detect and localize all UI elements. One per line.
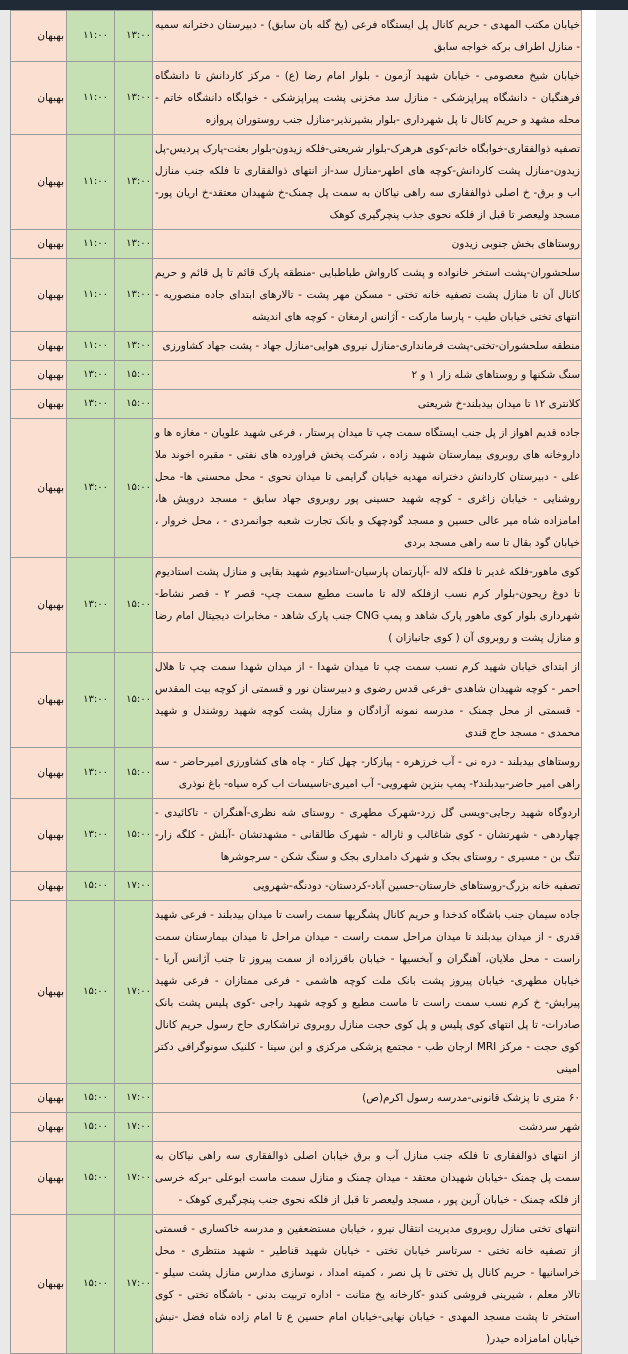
start-time-cell: ۱۱:۰۰ [67, 230, 115, 259]
start-time-cell: ۱۱:۰۰ [67, 62, 115, 135]
areas-cell: تصفیه ذوالفقاری-خوابگاه خاتم-کوی هرهرک-بلوار شریعتی-فلکه زیدون-بلوار بعثت-پارک پردیس-پل زیدون-منازل پشت کاردانش-کوچه های اطهر-منازل سد-از انتهای ذوالفقاری تا فلکه جنب منازل اب و برق- خ اصلی ذوالفقاری سه راهی نیاکان به سمت پل چمنک-خ شهیدان معتقد-خ اریان پور-مسجد ولیعصر تا قبل از فلکه نحوی جذب پنچرگیری کوهک [153, 135, 582, 230]
table-row [11, 11, 582, 62]
end-time-cell: ۱۵:۰۰ [115, 748, 153, 799]
areas-cell: خیابان شیخ معصومی - خیابان شهید آزمون - بلوار امام رضا (ع) - مرکز کاردانش تا دانشگاه فرهنگیان - دانشگاه پیراپزشکی - منازل سد مخزنی پشت پیراپزشکی - خوابگاه دانشگاه خاتم - محله مشهد و حریم کانال تا پل شهرداری -بلوار بشیرنذیر-منازل جنب روستوران پروازه [153, 62, 582, 135]
areas-cell: کلانتری ۱۲ تا میدان بیدبلند-خ شریعتی [153, 390, 582, 419]
areas-cell: کوی ماهور-فلکه غدیر تا فلکه لاله -آپارتمان پارسیان-استادیوم شهید بقایی و منازل پشت استادیوم تا دوغ ریحون-بلوار کرم نسب ازفلکه لاله تا ماست مطیع سمت چپ- قصر ۲ - قصر نشاط- شهرداری بلوار کوی ماهور پارک شاهد و پمپ CNG جنب پارک شاهد - مخابرات دیجیتال امام رضا و منازل پشت و روبروی آن ( کوی جانبازان ) [153, 558, 582, 653]
end-time-cell: ۱۵:۰۰ [115, 361, 153, 390]
end-time-cell: ۱۷:۰۰ [115, 1215, 153, 1354]
start-time-cell: ۱۳:۰۰ [67, 361, 115, 390]
start-time-cell: ۱۳:۰۰ [67, 419, 115, 558]
city-cell: بهبهان [11, 259, 67, 332]
start-time-cell: ۱۱:۰۰ [67, 332, 115, 361]
right-gutter [582, 10, 628, 1280]
end-time-cell: ۱۵:۰۰ [115, 653, 153, 748]
city-cell: بهبهان [11, 230, 67, 259]
table-row [11, 799, 582, 872]
city-cell: بهبهان [11, 62, 67, 135]
end-time-cell: ۱۵:۰۰ [115, 419, 153, 558]
city-cell: بهبهان [11, 332, 67, 361]
start-time-cell: ۱۵:۰۰ [67, 1142, 115, 1215]
city-cell: بهبهان [11, 1215, 67, 1354]
table-row [11, 653, 582, 748]
start-time-cell: ۱۳:۰۰ [67, 390, 115, 419]
end-time-cell: ۱۳:۰۰ [115, 11, 153, 62]
table-row [11, 390, 582, 419]
areas-cell: تصفیه خانه بزرگ-روستاهای خارستان-حسین آباد-کردستان- دودنگه-شهرویی [153, 872, 582, 901]
table-row [11, 558, 582, 653]
end-time-cell: ۱۳:۰۰ [115, 259, 153, 332]
outage-schedule-sheet [10, 10, 582, 1354]
table-row [11, 1215, 582, 1354]
city-cell: بهبهان [11, 1084, 67, 1113]
table-row [11, 62, 582, 135]
end-time-cell: ۱۷:۰۰ [115, 872, 153, 901]
table-row [11, 419, 582, 558]
scrollbar-track[interactable] [596, 10, 628, 1280]
end-time-cell: ۱۵:۰۰ [115, 390, 153, 419]
start-time-cell: ۱۵:۰۰ [67, 872, 115, 901]
city-cell: بهبهان [11, 653, 67, 748]
table-row [11, 230, 582, 259]
start-time-cell: ۱۳:۰۰ [67, 799, 115, 872]
areas-cell: جاده قدیم اهواز از پل جنب ایستگاه سمت چپ تا میدان پرستار ، فرعی شهید علویان - مغازه ها و داروخانه های روبروی بیمارستان شهید زاده ، شرکت پخش فراورده های نفتی - مقبره اخوند ملا علی - دبیرستان کاردانش دخترانه مهدیه خیابان گرایمی تا میدان نحوی - محل محسنی ها- محل روشنایی - خیابان زاغری - کوچه شهید حسینی پور روبروی جهاد سابق - مسجد درویش ها، امامزاده شاه میر عالی حسین و مسجد گودچهک و بانک تجارت شعبه جوانمردی - ، محل خروار ، خیابان گود بقال تا سه راهی مسجد بردی [153, 419, 582, 558]
city-cell: بهبهان [11, 1113, 67, 1142]
end-time-cell: ۱۵:۰۰ [115, 799, 153, 872]
city-cell: بهبهان [11, 1142, 67, 1215]
end-time-cell: ۱۷:۰۰ [115, 1084, 153, 1113]
areas-cell: روستاهای بیدبلند - دره نی - آب خرزهره - پیازکار- چهل کتار - چاه های کشاورزی امیرحاضر - سه راهی امیر حاضر-بیدبلند۲- پمپ بنزین شهرویی- آب امیری-تاسیسات اب کره سیاه- باغ نوذری [153, 748, 582, 799]
city-cell: بهبهان [11, 799, 67, 872]
start-time-cell: ۱۵:۰۰ [67, 1113, 115, 1142]
end-time-cell: ۱۷:۰۰ [115, 1113, 153, 1142]
start-time-cell: ۱۵:۰۰ [67, 1215, 115, 1354]
table-row [11, 361, 582, 390]
end-time-cell: ۱۳:۰۰ [115, 332, 153, 361]
start-time-cell: ۱۱:۰۰ [67, 11, 115, 62]
areas-cell: انتهای تختی منازل روبروی مدیریت انتقال نیرو ، خیابان مستضعفین و مدرسه خاکساری - قسمتی از تصفیه خانه تختی - سرتاسر خیابان تختی - خیابان شهید قناطیر - شهید منتظری - محل خراسانیها - حریم کانال پل تختی تا پل نصر ، کمیته امداد ، نوسازی مدارس منازل پشت سیلو - تالار معلم ، شیرینی فروشی کندو -کارخانه یخ متانت - اداره تربیت بدنی - باشگاه تختی - کوی استخر تا پشت مسجد المهدی - خیابان نهایی-خیابان امام حسین ع تا امام زاده شاه فضل -نبش خیابان امامزاده حیدر( [153, 1215, 582, 1354]
areas-cell: جاده سیمان جنب باشگاه کدخدا و حریم کانال پشگریها سمت راست تا میدان بیدبلند - فرعی شهید قدری - از میدان بیدبلند تا میدان مراحل سمت راست - میدان مراحل تا میدان بیمارستان سمت راست - محل ملایان، آهنگران و آبخسیها - خیابان باقرزاده از سمت پیروز تا جنب آژانس آریا - خیابان مطهری- خیابان پیروز پشت بانک ملت کوچه هاشمی - فرعی ممتازان - فرعی شهید پیرایش- خ کرم نسب سمت راست تا ماست مطیع و کوچه شهید راجی -کوی پلیس پشت بانک صادرات- تا پل انتهای کوی پلیس و پل کوی حجت منازل روبروی تراشکاری حاج رسول حریم کانال کوی حجت - مرکز MRI ارجان طب - مجتمع پزشکی مرکزی و ابن سینا - کلنیک سونوگرافی دکتر امینی [153, 901, 582, 1084]
table-row [11, 332, 582, 361]
city-cell: بهبهان [11, 419, 67, 558]
table-row [11, 135, 582, 230]
table-row [11, 901, 582, 1084]
table-row [11, 1142, 582, 1215]
city-cell: بهبهان [11, 361, 67, 390]
city-cell: بهبهان [11, 748, 67, 799]
city-cell: بهبهان [11, 872, 67, 901]
end-time-cell: ۱۷:۰۰ [115, 901, 153, 1084]
city-cell: بهبهان [11, 135, 67, 230]
table-row [11, 748, 582, 799]
table-row [11, 259, 582, 332]
end-time-cell: ۱۳:۰۰ [115, 230, 153, 259]
start-time-cell: ۱۵:۰۰ [67, 1084, 115, 1113]
end-time-cell: ۱۳:۰۰ [115, 135, 153, 230]
start-time-cell: ۱۱:۰۰ [67, 259, 115, 332]
areas-cell: از انتهای ذوالفقاری تا فلکه جنب منازل آب و برق خیابان اصلی ذوالفقاری سه راهی نیاکان به سمت پل چمنک -خیابان شهیدان معتقد - میدان چمنک و منازل سمت ماست ابوعلی -برکه خرسی از فلکه چمنک - خیابان آرین پور ، مسجد ولیعصر تا قبل از فلکه نحوی جنب پنچرگیری کوهک - [153, 1142, 582, 1215]
end-time-cell: ۱۳:۰۰ [115, 62, 153, 135]
top-bar [0, 0, 628, 10]
end-time-cell: ۱۷:۰۰ [115, 1142, 153, 1215]
outage-schedule-table [10, 10, 582, 1354]
start-time-cell: ۱۳:۰۰ [67, 748, 115, 799]
areas-cell: روستاهای بخش جنوبی زیدون [153, 230, 582, 259]
city-cell: بهبهان [11, 901, 67, 1084]
start-time-cell: ۱۱:۰۰ [67, 135, 115, 230]
areas-cell: شهر سردشت [153, 1113, 582, 1142]
areas-cell: ۶۰ متری تا پزشک قانونی-مدرسه رسول اکرم(ص) [153, 1084, 582, 1113]
city-cell: بهبهان [11, 558, 67, 653]
table-row [11, 872, 582, 901]
areas-cell: خیابان مکتب المهدی - حریم کانال پل ایستگاه فرعی (یخ گله بان سابق) - دبیرستان دخترانه سمیه - منازل اطراف برکه خواجه سابق [153, 11, 582, 62]
end-time-cell: ۱۵:۰۰ [115, 558, 153, 653]
start-time-cell: ۱۵:۰۰ [67, 901, 115, 1084]
table-row [11, 1084, 582, 1113]
areas-cell: منطقه سلحشوران-تختی-پشت فرمانداری-منازل نیروی هوایی-منازل جهاد - پشت جهاد کشاورزی [153, 332, 582, 361]
start-time-cell: ۱۳:۰۰ [67, 653, 115, 748]
table-row [11, 1113, 582, 1142]
areas-cell: سلحشوران-پشت استخر خانواده و پشت کارواش طباطبایی -منطقه پارک قائم تا پل قائم و حریم کانال آن تا منازل پشت تصفیه خانه تختی - مسکن مهر پشت - تالارهای ابتدای جاده منصوریه - انتهای تختی خیابان طیب - پارسا مارکت - آژانس ارمغان - کوچه های اندیشه [153, 259, 582, 332]
areas-cell: سنگ شکنها و روستاهای شله زار ۱ و ۲ [153, 361, 582, 390]
areas-cell: اردوگاه شهید رجایی-ویسی گل زرد-شهرک مطهری - روستای شه نظری-آهنگران - تاکائیدی - چهاردهی - شهرتشان - کوی شاغالب و ثاراله - شهرک طالقانی - مشهدتشان -آبلش - کلگه زار- تنگ بن - مسیری - روستای بجک و شهرک دامداری بجک و سنگ شکن - سرجوشرها [153, 799, 582, 872]
areas-cell: از ابتدای خیابان شهید کرم نسب سمت چپ تا میدان شهدا - از میدان شهدا سمت چپ تا هلال احمر - کوچه شهیدان شاهدی -فرعی قدس رضوی و دبیرستان نور و قسمتی از کوچه بیت المقدس - قسمتی از محل چمنک - مدرسه نمونه آزادگان و منازل پشت کوچه شهید روشندل و شهید محمدی - مسجد حاج قندی [153, 653, 582, 748]
city-cell: بهبهان [11, 11, 67, 62]
city-cell: بهبهان [11, 390, 67, 419]
start-time-cell: ۱۳:۰۰ [67, 558, 115, 653]
